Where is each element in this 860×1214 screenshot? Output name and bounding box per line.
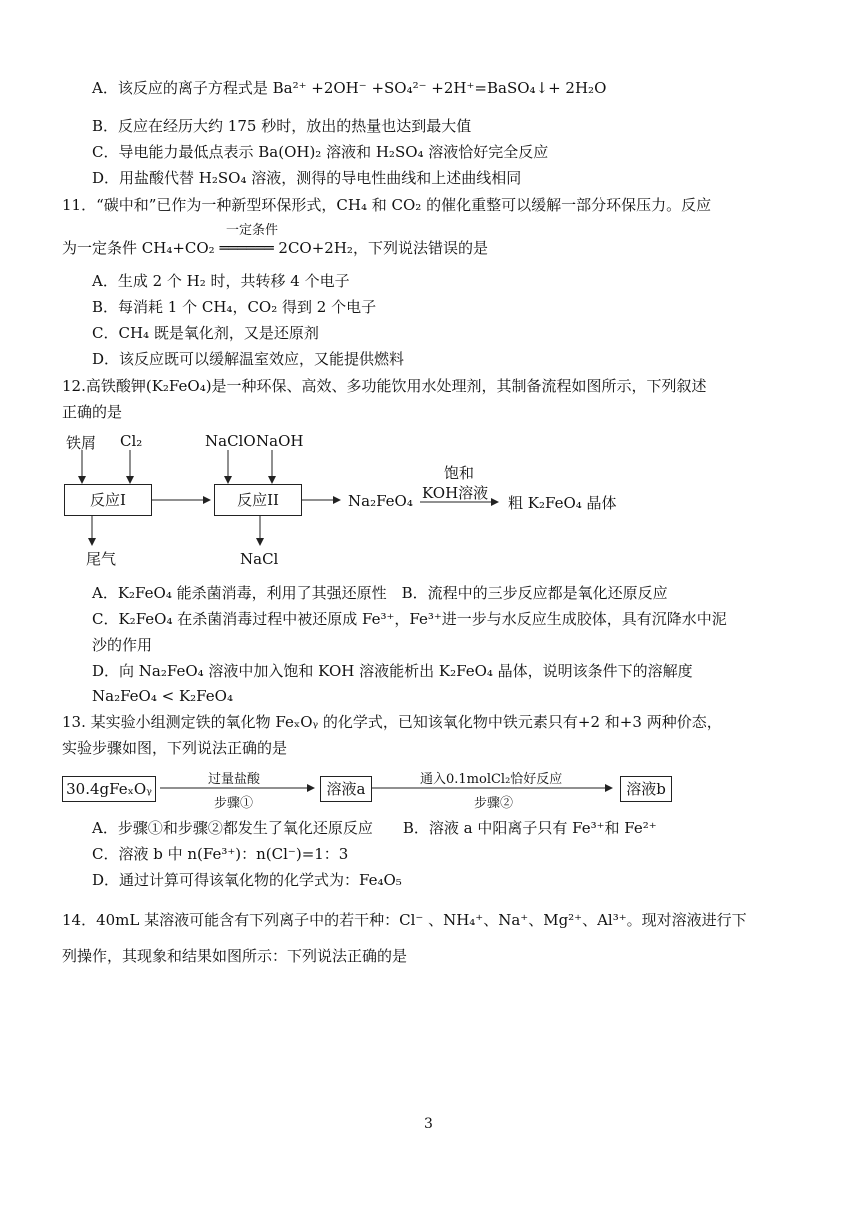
q12-input-naoh: NaOH [256, 432, 304, 450]
q12-output-tail-gas: 尾气 [86, 550, 117, 568]
q12-option-d-line2: Na₂FeO₄ < K₂FeO₄ [92, 687, 233, 705]
q12-option-d-line1: D．向 Na₂FeO₄ 溶液中加入饱和 KOH 溶液能析出 K₂FeO₄ 晶体，说明该条件下的溶解度 [92, 662, 693, 680]
q13-stem-line2: 实验步骤如图，下列说法正确的是 [62, 739, 288, 757]
q11-option-b: B．每消耗 1 个 CH₄，CO₂ 得到 2 个电子 [92, 298, 377, 316]
q11-option-a: A．生成 2 个 H₂ 时，共转移 4 个电子 [92, 272, 350, 290]
q12-box-reaction2: 反应II [214, 484, 302, 516]
q13-box-start: 30.4gFeₓOᵧ [62, 776, 156, 802]
q12-output-nacl: NaCl [240, 550, 279, 568]
q12-product-na2feo4: Na₂FeO₄ [348, 492, 413, 510]
q12-input-naclo: NaClO [205, 432, 256, 450]
q13-arrow2-top: 通入0.1molCl₂恰好反应 [420, 772, 563, 787]
q11-condition: 一定条件 [226, 223, 279, 238]
q13-box-solution-a: 溶液a [320, 776, 372, 802]
q12-condition-top: 饱和 [444, 464, 475, 482]
page-number: 3 [424, 1116, 433, 1132]
q14-stem-line2: 列操作，其现象和结果如图所示：下列说法正确的是 [62, 947, 408, 965]
q10-option-a: A．该反应的离子方程式是 Ba²⁺ +2OH⁻ +SO₄²⁻ +2H⁺=BaSO₄↓+ 2H₂O [92, 79, 607, 97]
q11-stem-line2: 为一定条件 CH₄+CO₂ ══════ 2CO+2H₂，下列说法错误的是 [62, 239, 488, 257]
q13-arrow1-top: 过量盐酸 [208, 772, 261, 787]
q12-box-reaction1: 反应I [64, 484, 152, 516]
q12-input-iron-filings: 铁屑 [66, 434, 97, 452]
q12-input-cl2: Cl₂ [120, 432, 143, 450]
q13-option-ab: A．步骤①和步骤②都发生了氧化还原反应 B．溶液 a 中阳离子只有 Fe³⁺和 Fe²⁺ [92, 819, 657, 837]
q13-arrow2-bottom: 步骤② [474, 796, 514, 811]
q12-final-product: 粗 K₂FeO₄ 晶体 [508, 494, 617, 512]
q13-option-c: C．溶液 b 中 n(Fe³⁺)：n(Cl⁻)=1：3 [92, 845, 349, 863]
q12-option-c-line2: 沙的作用 [92, 636, 153, 654]
q13-box-solution-b: 溶液b [620, 776, 672, 802]
q13-arrow1-bottom: 步骤① [214, 796, 254, 811]
q12-stem-line2: 正确的是 [62, 403, 123, 421]
q11-option-d: D．该反应既可以缓解温室效应，又能提供燃料 [92, 350, 405, 368]
q11-stem-line1: 11．“碳中和”已作为一种新型环保形式，CH₄ 和 CO₂ 的催化重整可以缓解一部分环保压力。反应 [62, 196, 712, 214]
q11-option-c: C．CH₄ 既是氧化剂，又是还原剂 [92, 324, 319, 342]
q14-stem-line1: 14．40mL 某溶液可能含有下列离子中的若干种：Cl⁻ 、NH₄⁺、Na⁺、Mg²⁺、Al³⁺。现对溶液进行下 [62, 911, 747, 929]
q12-option-c-line1: C．K₂FeO₄ 在杀菌消毒过程中被还原成 Fe³⁺，Fe³⁺进一步与水反应生成胶体，具有沉降水中泥 [92, 610, 727, 628]
q10-option-b: B．反应在经历大约 175 秒时，放出的热量也达到最大值 [92, 117, 472, 135]
q12-option-ab: A．K₂FeO₄ 能杀菌消毒，利用了其强还原性 B．流程中的三步反应都是氧化还原反应 [92, 584, 668, 602]
q10-option-d: D．用盐酸代替 H₂SO₄ 溶液，测得的导电性曲线和上述曲线相同 [92, 169, 522, 187]
q13-stem-line1: 13. 某实验小组测定铁的氧化物 FeₓOᵧ 的化学式，已知该氧化物中铁元素只有+2 和+3 两种价态， [62, 713, 722, 731]
q12-condition-bottom: KOH溶液 [422, 484, 489, 502]
q10-option-c: C．导电能力最低点表示 Ba(OH)₂ 溶液和 H₂SO₄ 溶液恰好完全反应 [92, 143, 549, 161]
q12-stem-line1: 12.高铁酸钾(K₂FeO₄)是一种环保、高效、多功能饮用水处理剂，其制备流程如图所示，下列叙述 [62, 377, 707, 395]
q13-option-d: D．通过计算可得该氧化物的化学式为：Fe₄O₅ [92, 871, 402, 889]
